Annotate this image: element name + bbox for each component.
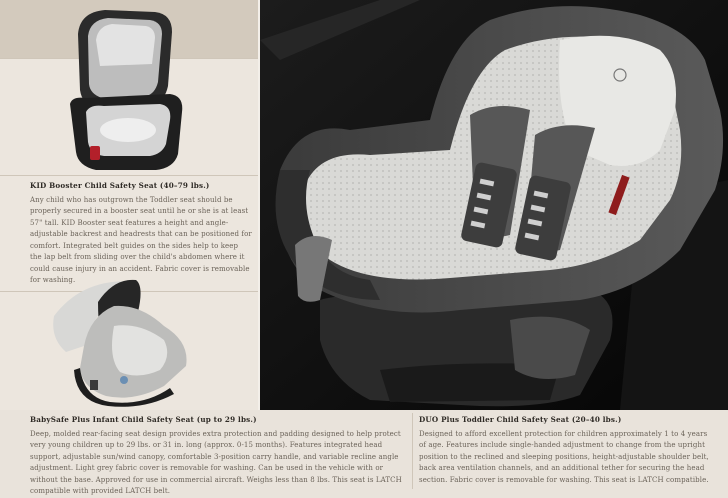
rule-mid [0, 175, 258, 176]
kid-booster-seat-image [60, 4, 190, 174]
babysafe-caption [30, 414, 406, 498]
babysafe-body: Deep, molded rear-facing seat design provides extra protection and padding designed to help protect very young children up to 29 lbs. or 31 in. long (approx. 0-15 months). Features integrated head support, adjustable sun/wind canopy, comfortable 3-position carry handle, and variable recline angle adjustment. Light grey fabric cover is removable for washing. Can be used in the vehicle with or without the base. Approved for use in commercial aircraft. Weighs less than 8 lbs. This seat is LATCH compatible with provided LATCH belt. [30, 429, 402, 495]
babysafe-title: BabySafe Plus Infant Child Safety Seat (up to 29 lbs.) [30, 415, 257, 424]
duo-plus-seat-image [260, 0, 728, 410]
duo-plus-body: Designed to afford excellent protection for children approximately 1 to 4 years of age. Features include single-handed adjustment to change from the upright position to the reclined and sleeping positions, height-adjustable shoulder belt, back area ventilation channels, and an additional tether for securing the head section. Fabric cover is removable for washing. This seat is LATCH compatible. [419, 429, 709, 484]
kid-booster-caption [30, 180, 252, 287]
kid-booster-body: Any child who has outgrown the Toddler seat should be properly secured in a booster seat until he or she is at least 57" tall. KID Booster seat features a height and angle-adjustable backrest and headrests that can be positioned for comfort. Integrated belt guides on the sides help to keep the lap belt from sliding over the child's abdomen where it could cause injury in an accident. Fabric cover is removable for washing. [30, 195, 252, 284]
duo-plus-photo [260, 0, 728, 410]
caption-separator [412, 413, 413, 489]
babysafe-seat-image [44, 276, 194, 408]
kid-booster-title: KID Booster Child Safety Seat (40–79 lbs.) [30, 181, 210, 190]
duo-plus-title: DUO Plus Toddler Child Safety Seat (20–40 lbs.) [419, 415, 622, 424]
duo-plus-caption [419, 414, 709, 486]
